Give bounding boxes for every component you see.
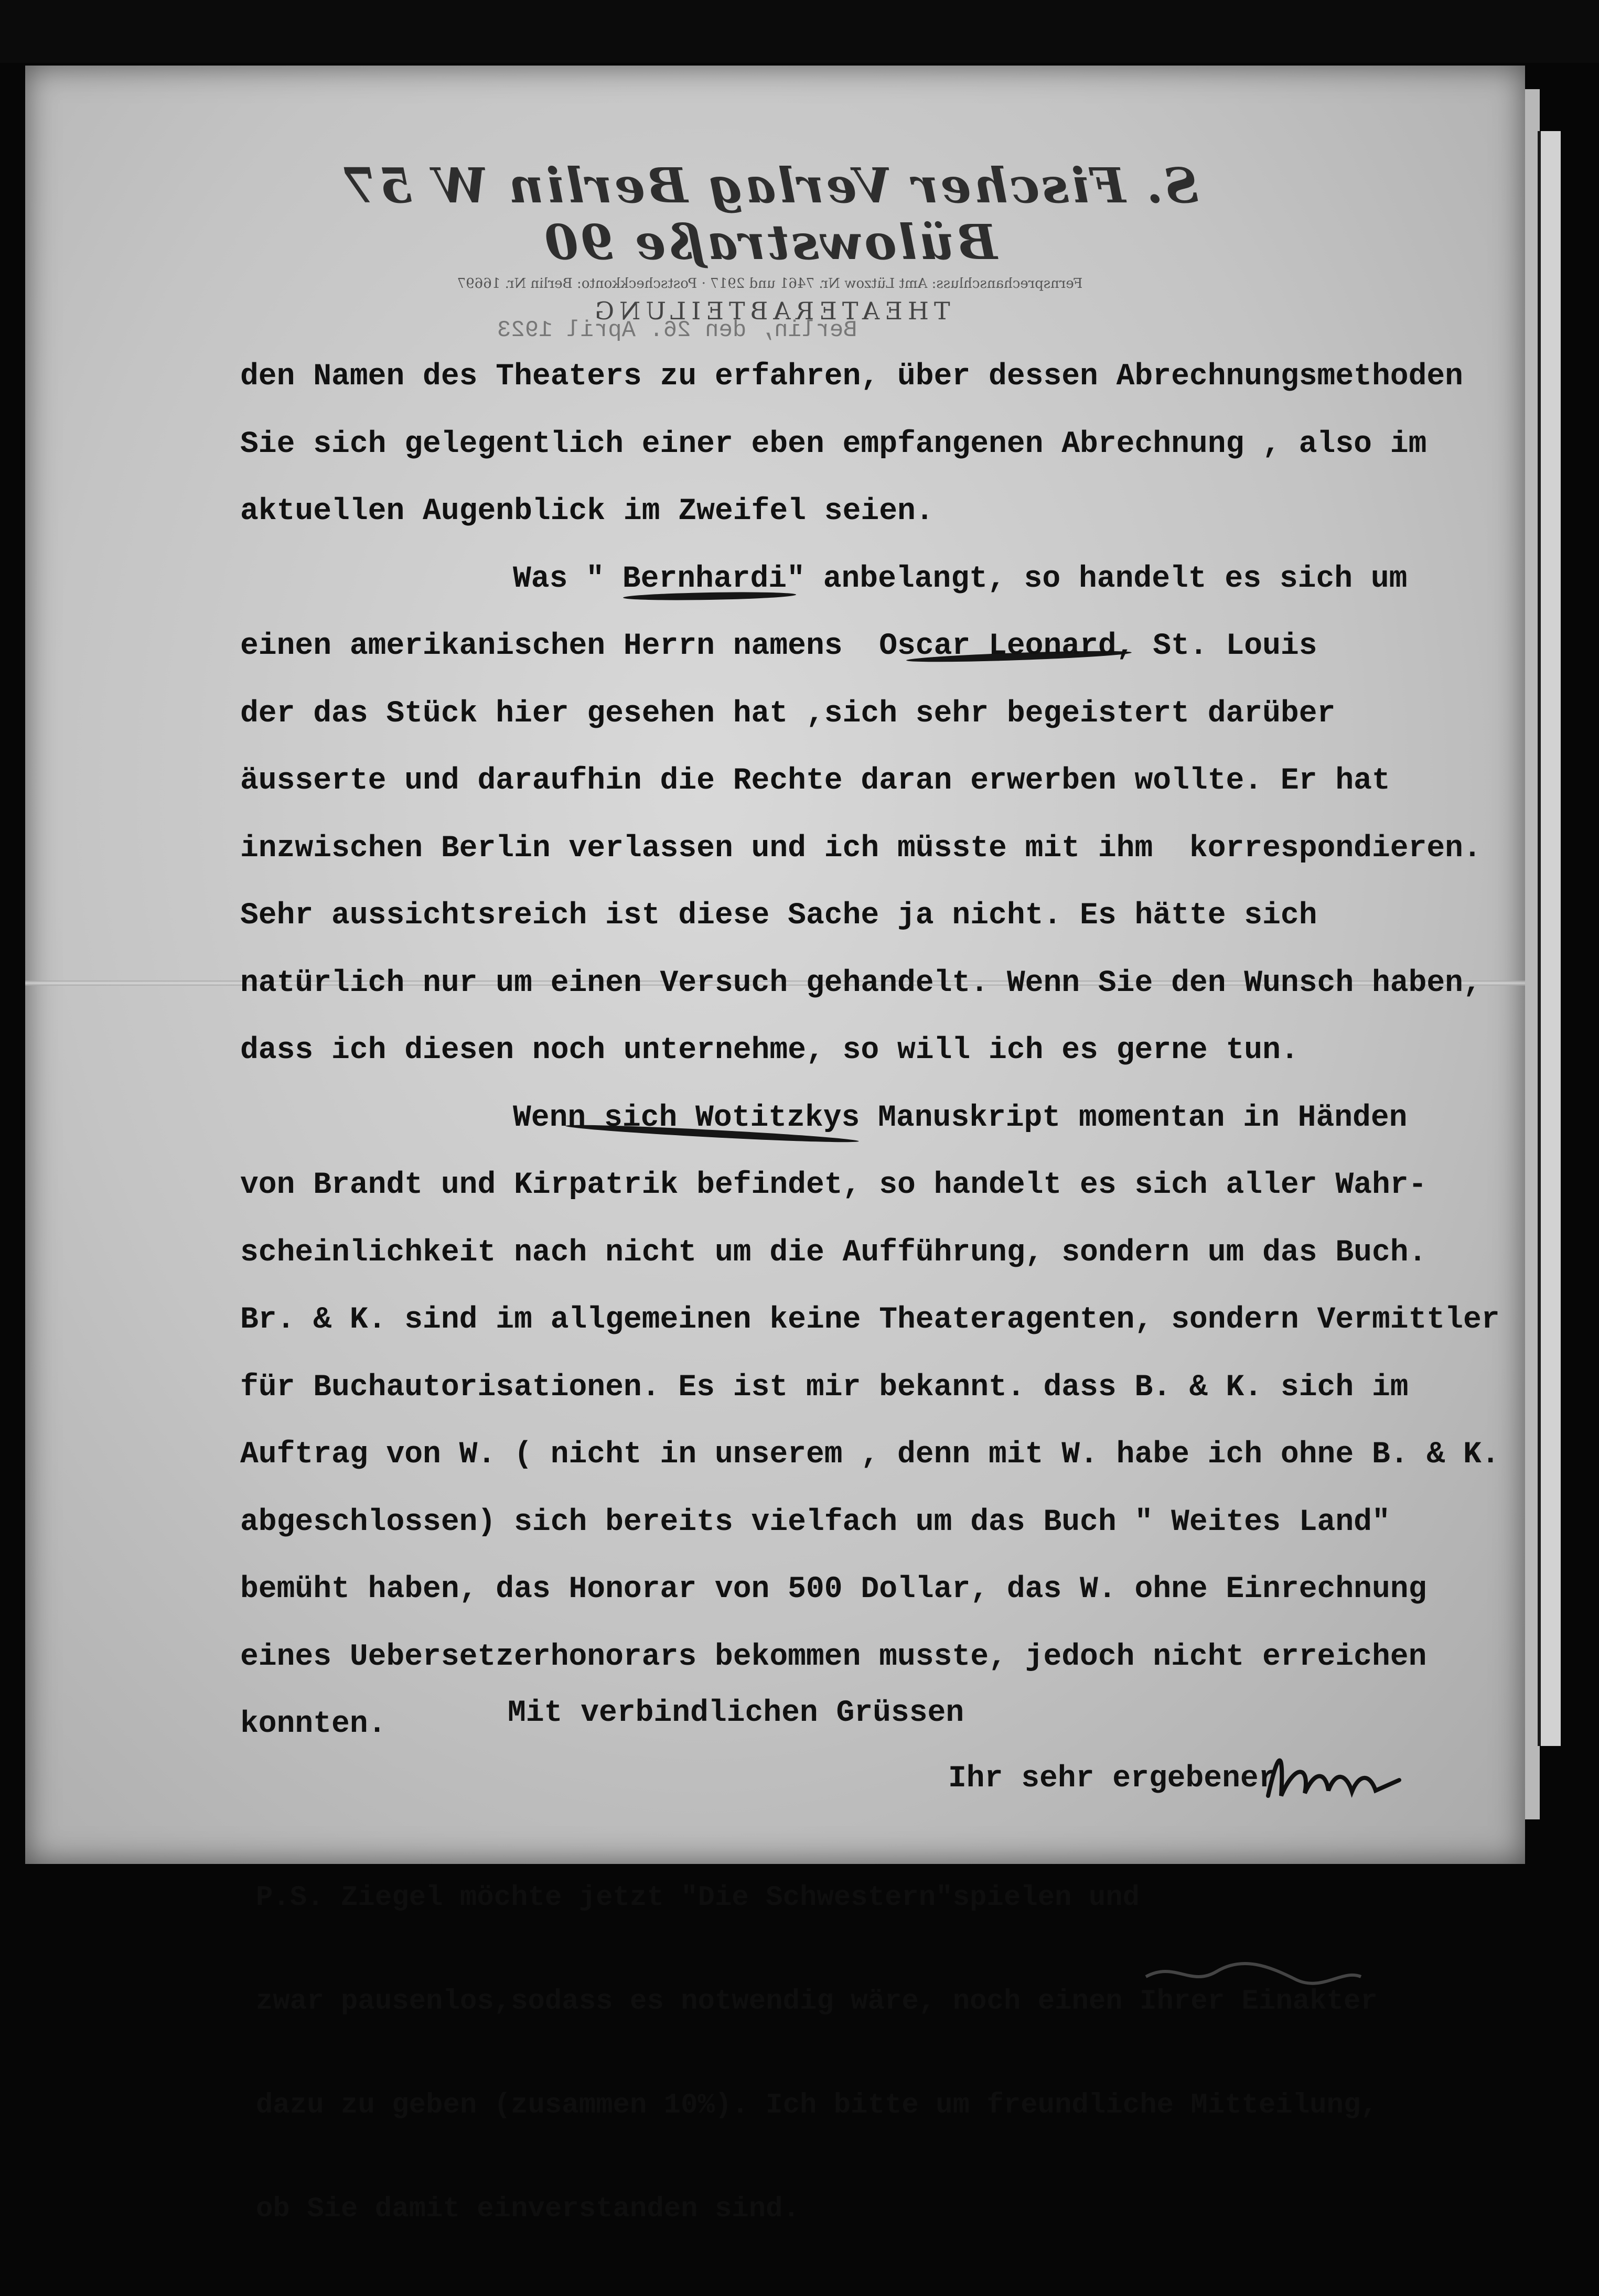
body-line: abgeschlossen) sich bereits vielfach um das Buch " Weites Land": [240, 1505, 1390, 1539]
body-line: Was " Bernhardi" anbelangt, so handelt es sich um: [513, 562, 1408, 596]
body-line: Wenn sich Wotitzkys Manuskript momentan in Händen: [513, 1101, 1408, 1135]
postscript-line: P.S. Ziegel möchte jetzt "Die Schwestern"spielen und: [256, 1882, 1140, 1914]
date-ghost: Berlin, den 26. April 1923: [497, 317, 857, 343]
letter-page: [25, 66, 1525, 2225]
postscript: [256, 1812, 1462, 2296]
body-line: inzwischen Berlin verlassen und ich müsste mit ihm korrespondieren.: [240, 831, 1482, 866]
department-name: THEATERABTEILUNG: [589, 297, 950, 325]
body-line: der das Stück hier gesehen hat ,sich sehr begeistert darüber: [240, 696, 1336, 731]
publisher-name: S. Fischer Verlag Berlin W 57 Bülowstraße 90: [341, 157, 1199, 271]
body-line: natürlich nur um einen Versuch gehandelt. Wenn Sie den Wunsch haben,: [240, 966, 1482, 1000]
body-line: für Buchautorisationen. Es ist mir bekannt. dass B. & K. sich im: [240, 1370, 1409, 1405]
body-line: scheinlichkeit nach nicht um die Aufführung, sondern um das Buch.: [240, 1235, 1427, 1270]
closing-greeting: Mit verbindlichen Grüssen: [508, 1696, 964, 1730]
handwritten-signature: [1263, 1743, 1404, 1806]
body-line: aktuellen Augenblick im Zweifel seien.: [240, 494, 934, 529]
body-line: äusserte und daraufhin die Rechte daran erwerben wollte. Er hat: [240, 764, 1390, 798]
body-line: einen amerikanischen Herrn namens Oscar Leonard, St. Louis: [240, 629, 1317, 663]
body-line: Sehr aussichtsreich ist diese Sache ja nicht. Es hätte sich: [240, 899, 1317, 933]
body-line: Sie sich gelegentlich einer eben empfangenen Abrechnung , also im: [240, 427, 1427, 461]
signature-line: Ihr sehr ergebener: [948, 1762, 1277, 1796]
body-line: von Brandt und Kirpatrik befindet, so handelt es sich aller Wahr-: [240, 1168, 1427, 1202]
bottom-pencil-scribble: [1143, 1950, 1364, 1992]
body-line: bemüht haben, das Honorar von 500 Dollar, das W. ohne Einrechnung: [240, 1572, 1427, 1607]
postscript-line: dazu zu geben (zusammen 10%). Ich bitte um freundliche Mitteilung,: [256, 2089, 1378, 2121]
postscript-line: ob Sie damit einverstanden sind.: [256, 2193, 800, 2225]
body-line: den Namen des Theaters zu erfahren, über dessen Abrechnungsmethoden: [240, 360, 1463, 394]
contact-line: Fernsprechanschluss: Amt Lützow Nr. 7461 und 2917 · Postscheckkonto: Berlin Nr. 16697: [457, 276, 1083, 292]
body-line: dass ich diesen noch unternehme, so will ich es gerne tun.: [240, 1033, 1299, 1068]
letter-body: [240, 343, 1500, 1759]
underlying-sheet-edge: [1538, 131, 1561, 1746]
film-top-border: [0, 0, 1599, 63]
postscript-line: zwar pausenlos,sodass es notwendig wäre, noch einen Ihrer Einakter: [256, 1986, 1378, 2018]
body-line: Br. & K. sind im allgemeinen keine Theateragenten, sondern Vermittler: [240, 1303, 1500, 1337]
letterhead: [193, 157, 1347, 325]
body-line: eines Uebersetzerhonorars bekommen musste, jedoch nicht erreichen: [240, 1640, 1427, 1674]
body-line: Auftrag von W. ( nicht in unserem , denn mit W. habe ich ohne B. & K.: [240, 1438, 1500, 1472]
body-line: konnten.: [240, 1707, 387, 1741]
